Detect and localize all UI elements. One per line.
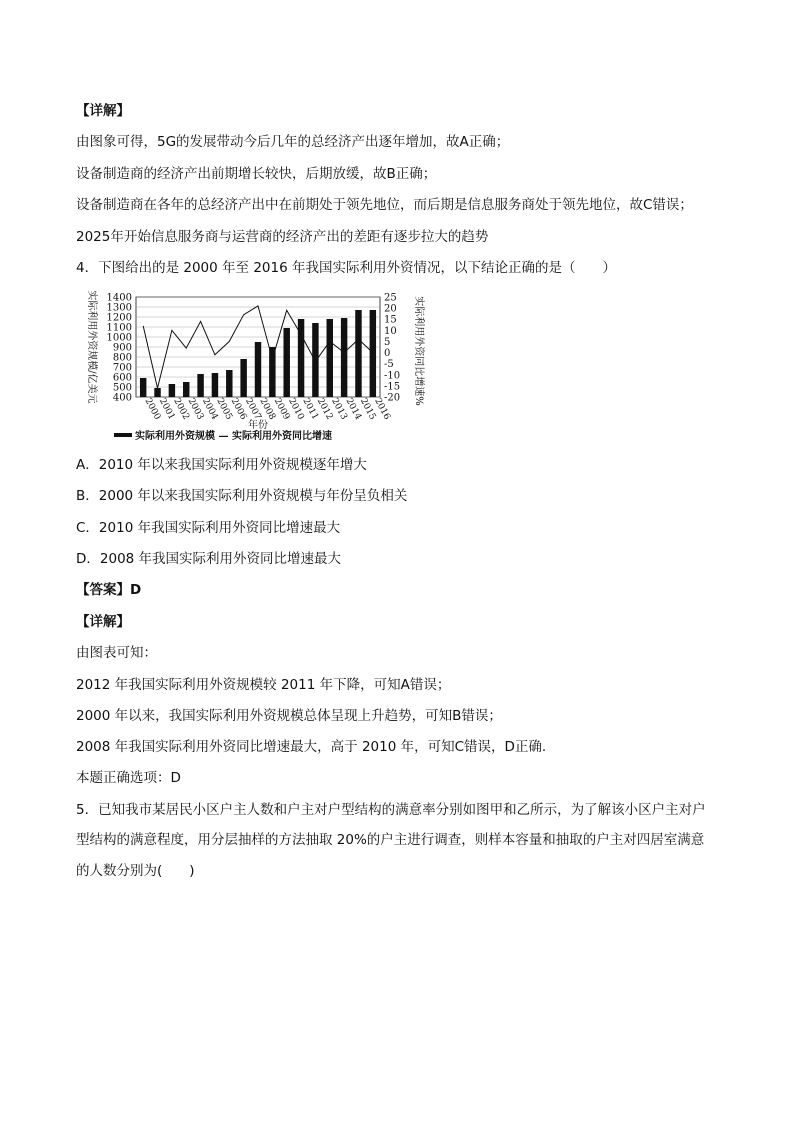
x-tick-label: 2005 <box>214 396 234 422</box>
question-stem: 4．下图给出的是 2000 年至 2016 年我国实际利用外资情况，以下结论正确的是（ ） <box>76 260 616 276</box>
solution-line: 2012 年我国实际利用外资规模较 2011 年下降，可知A错误； <box>76 677 451 693</box>
question-stem: 5．已知我市某居民小区户主人数和户主对户型结构的满意率分别如图甲和乙所示，为了解该小区户主对户 <box>76 802 706 818</box>
x-tick-label: 2000 <box>142 396 163 422</box>
x-tick-label: 2004 <box>199 396 220 422</box>
question-stem: 型结构的满意程度，用分层抽样的方法抽取 20%的户主进行调查，则样本容量和抽取的户主对四居室满意 <box>76 832 705 848</box>
x-tick-label: 2012 <box>314 396 335 422</box>
x-tick-label: 2010 <box>286 396 306 422</box>
y-tick-label: 1400 <box>106 292 132 304</box>
x-tick-label: 2007 <box>242 396 263 422</box>
option-a: A．2010 年以来我国实际利用外资规模逐年增大 <box>76 457 367 473</box>
investment-bar <box>269 347 275 397</box>
y2-axis-label: 实际利用外资同比增速% <box>413 296 424 406</box>
legend-bar-swatch <box>114 433 132 437</box>
solution-line: 设备制造商在各年的总经济产出中在前期处于领先地位，而后期是信息服务商处于领先地位，故C错误； <box>76 197 693 213</box>
investment-bar <box>226 370 232 397</box>
x-tick-label: 2013 <box>329 396 349 422</box>
y-tick-label: 1100 <box>106 322 132 334</box>
x-tick-label: 2002 <box>171 396 191 422</box>
answer: 【答案】D <box>76 582 142 598</box>
y2-tick-label: 25 <box>384 292 397 304</box>
question-stem: 的人数分别为( ) <box>76 863 195 879</box>
y2-tick-label: -20 <box>384 392 401 404</box>
x-tick-label: 2011 <box>300 396 320 422</box>
y2-tick-label: -5 <box>384 359 394 371</box>
y2-tick-label: 5 <box>384 336 391 348</box>
investment-bar <box>140 378 146 397</box>
foreign-investment-chart <box>80 287 432 445</box>
y-tick-label: 1300 <box>106 302 132 314</box>
x-tick-label: 2016 <box>372 396 392 422</box>
y2-tick-label: 10 <box>384 325 397 337</box>
x-tick-label: 2014 <box>343 396 364 422</box>
y2-tick-label: -15 <box>384 381 401 393</box>
investment-bar <box>197 374 203 397</box>
option-b: B．2000 年以来我国实际利用外资规模与年份呈负相关 <box>76 488 408 504</box>
x-tick-label: 2015 <box>357 396 378 422</box>
y-tick-label: 600 <box>112 372 132 384</box>
y-axis-label: 实际利用外资规模/亿美元 <box>86 290 97 404</box>
investment-bar <box>169 384 175 397</box>
solution-line: 设备制造商的经济产出前期增长较快，后期放缓，故B正确； <box>76 166 437 182</box>
x-axis-label: 年份 <box>248 420 268 431</box>
y-tick-label: 900 <box>112 342 132 354</box>
investment-bar <box>283 328 289 397</box>
y2-tick-label: 15 <box>384 314 397 326</box>
solution-line: 本题正确选项：D <box>76 770 181 786</box>
investment-bar <box>212 373 218 397</box>
y2-tick-label: 0 <box>384 348 391 360</box>
investment-bar <box>327 319 333 397</box>
solution-line: 2025年开始信息服务商与运营商的经济产出的差距有逐步拉大的趋势 <box>76 229 489 245</box>
option-d: D．2008 年我国实际利用外资同比增速最大 <box>76 551 342 567</box>
solution-heading: 【详解】 <box>76 614 130 630</box>
investment-bar <box>154 388 160 397</box>
investment-bar <box>341 318 347 397</box>
investment-bar <box>255 342 261 397</box>
solution-heading: 【详解】 <box>76 103 130 119</box>
legend: 实际利用外资规模 — 实际利用外资同比增速 <box>135 431 332 442</box>
option-c: C．2010 年我国实际利用外资同比增速最大 <box>76 520 341 536</box>
investment-bar <box>370 310 376 397</box>
x-tick-label: 2006 <box>228 396 249 422</box>
x-tick-label: 2009 <box>271 396 292 422</box>
investment-bar <box>240 359 246 397</box>
y-tick-label: 1200 <box>106 312 132 324</box>
solution-line: 2008 年我国实际利用外资同比增速最大，高于 2010 年，可知C错误，D正确. <box>76 739 547 755</box>
y-tick-label: 500 <box>112 382 132 394</box>
y-tick-label: 1000 <box>106 332 132 344</box>
x-tick-label: 2001 <box>156 396 177 422</box>
x-tick-label: 2008 <box>257 396 277 422</box>
solution-line: 由图象可得，5G的发展带动今后几年的总经济产出逐年增加，故A正确； <box>76 134 510 150</box>
solution-line: 2000 年以来，我国实际利用外资规模总体呈现上升趋势，可知B错误； <box>76 708 502 724</box>
x-tick-label: 2003 <box>185 396 206 422</box>
y-tick-label: 700 <box>112 362 132 374</box>
y2-tick-label: 20 <box>384 303 397 315</box>
solution-line: 由图表可知： <box>76 645 157 661</box>
y-tick-label: 800 <box>112 352 132 364</box>
y2-tick-label: -10 <box>384 370 401 382</box>
investment-bar <box>355 310 361 397</box>
investment-bar <box>312 323 318 397</box>
investment-bar <box>183 382 189 397</box>
y-tick-label: 400 <box>112 392 132 404</box>
